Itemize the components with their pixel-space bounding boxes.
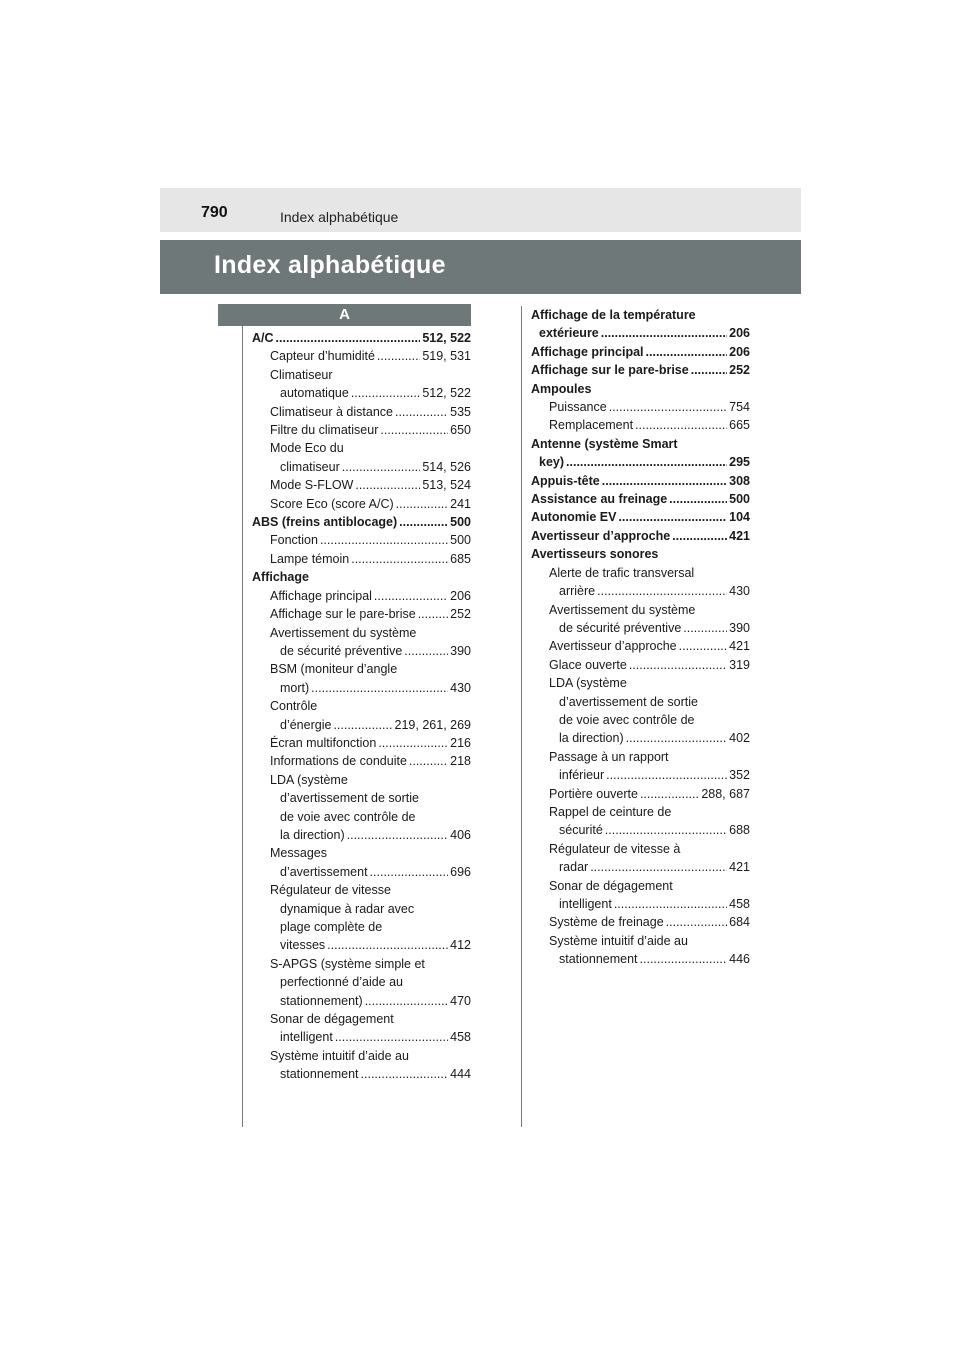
dot-leader — [640, 950, 728, 968]
index-entry-text: Messages — [270, 846, 327, 861]
index-entry — [539, 324, 750, 342]
dot-leader — [395, 403, 448, 421]
index-entry-text: LDA (système — [270, 772, 348, 787]
index-entry-page: 421 — [729, 860, 750, 875]
index-entry-text: Affichage sur le pare-brise — [270, 607, 416, 622]
index-entry-text: plage complète de — [280, 920, 383, 934]
index-entry — [270, 1047, 471, 1065]
index-entry — [531, 508, 750, 526]
dot-leader — [601, 324, 727, 342]
index-entry-text: Avertissement du système — [270, 625, 417, 640]
index-entry — [280, 642, 471, 660]
index-entry-text: Fonction — [270, 533, 318, 548]
index-entry — [280, 900, 471, 918]
index-entry-page: 319 — [729, 657, 750, 672]
index-entry — [270, 660, 471, 678]
dot-leader — [605, 821, 727, 839]
index-entry — [559, 950, 750, 968]
index-entry-text: Rappel de ceinture de — [549, 804, 672, 819]
index-entry — [270, 1010, 471, 1028]
index-entry-text: d’énergie — [280, 717, 332, 732]
index-entry — [280, 679, 471, 697]
dot-leader — [672, 527, 727, 545]
index-entry-page: 458 — [729, 897, 750, 911]
index-entry-text: Régulateur de vitesse — [270, 883, 391, 898]
dot-leader — [361, 1065, 449, 1083]
header-band — [160, 188, 801, 232]
index-entry-text: Régulateur de vitesse à — [549, 841, 681, 856]
index-entry — [559, 895, 750, 913]
dot-leader — [365, 992, 448, 1010]
index-entry-page: 500 — [450, 533, 471, 548]
index-entry — [559, 693, 750, 711]
index-entry-page: 446 — [729, 952, 750, 967]
dot-leader — [635, 416, 727, 434]
page-title: Index alphabétique — [214, 251, 446, 279]
index-entry-text: Avertisseur d’approche — [549, 639, 677, 654]
dot-leader — [409, 752, 448, 770]
index-entry-text: Affichage principal — [531, 344, 644, 359]
dot-leader — [347, 826, 449, 844]
dot-leader — [396, 495, 448, 513]
index-entry-text: Capteur d’humidité — [270, 349, 375, 364]
index-entry — [270, 955, 471, 973]
index-entry — [270, 403, 471, 421]
index-entry — [549, 913, 750, 931]
index-entry-page: 421 — [729, 528, 750, 543]
index-entry — [549, 674, 750, 692]
dot-leader — [370, 863, 449, 881]
index-entry-text: de voie avec contrôle de — [559, 712, 695, 727]
index-entry — [559, 766, 750, 784]
index-entry-page: 500 — [450, 515, 471, 530]
index-entry-text: mort) — [280, 680, 310, 695]
index-entry-text: Mode Eco du — [270, 441, 344, 456]
index-entry-text: Système intuitif d’aide au — [549, 933, 688, 948]
index-entry-page: 421 — [729, 639, 750, 654]
index-entry — [280, 789, 471, 807]
index-entry — [531, 435, 750, 453]
index-entry-page: 295 — [729, 455, 750, 470]
dot-leader — [418, 605, 448, 623]
index-entry — [549, 564, 750, 582]
index-entry-text: BSM (moniteur d’angle — [270, 662, 398, 677]
index-entry-text: Portière ouverte — [549, 786, 638, 801]
index-entry-page: 252 — [450, 607, 471, 622]
index-entry — [549, 656, 750, 674]
index-entry-text: Alerte de trafic transversal — [549, 565, 695, 580]
index-entry-text: stationnement) — [280, 993, 363, 1008]
index-entry — [270, 881, 471, 899]
dot-leader — [606, 766, 727, 784]
index-entry — [252, 568, 471, 586]
index-entry-text: de sécurité préventive — [559, 620, 682, 635]
index-entry-page: 470 — [450, 993, 471, 1008]
dot-leader — [683, 619, 727, 637]
index-entry-page: 514, 526 — [422, 459, 471, 474]
dot-leader — [566, 453, 727, 471]
index-entry-text: la direction) — [559, 731, 624, 746]
index-entry-page: 519, 531 — [422, 349, 471, 364]
index-entry-page: 402 — [729, 731, 750, 746]
index-entry-page: 241 — [450, 496, 471, 511]
index-entry — [280, 826, 471, 844]
index-entry — [531, 361, 750, 379]
index-entry — [559, 619, 750, 637]
index-entry — [270, 752, 471, 770]
dot-leader — [380, 421, 448, 439]
index-entry-page: 288, 687 — [701, 786, 750, 801]
index-entry-text: Avertisseur d’approche — [531, 528, 671, 543]
index-entry — [280, 1065, 471, 1083]
page-number: 790 — [201, 204, 228, 221]
dot-leader — [602, 472, 727, 490]
dot-leader — [646, 343, 728, 361]
index-entry — [539, 453, 750, 471]
index-entry — [252, 513, 471, 531]
dot-leader — [669, 490, 727, 508]
index-entry-text: radar — [559, 860, 589, 875]
index-entry-text: ABS (freins antiblocage) — [252, 515, 398, 530]
index-entry — [531, 306, 750, 324]
index-entry-text: key) — [539, 455, 565, 470]
index-entry-text: automatique — [280, 386, 349, 401]
index-entry — [270, 347, 471, 365]
index-entry — [280, 863, 471, 881]
index-entry-page: 218 — [450, 754, 471, 769]
index-entry-page: 444 — [450, 1067, 471, 1082]
index-entry-page: 688 — [729, 823, 750, 838]
index-entry-page: 390 — [450, 643, 471, 658]
index-entry-text: Sonar de dégagement — [270, 1012, 394, 1027]
index-entry-text: Appuis-tête — [531, 473, 600, 488]
index-entry-page: 696 — [450, 864, 471, 879]
dot-leader — [691, 361, 727, 379]
index-entry-page: 512, 522 — [422, 386, 471, 401]
index-entry — [531, 490, 750, 508]
index-entry — [252, 329, 471, 347]
index-entry-text: Affichage sur le pare-brise — [531, 363, 689, 378]
dot-leader — [640, 785, 699, 803]
index-entry — [549, 416, 750, 434]
index-entry-text: Affichage de la température — [531, 308, 696, 322]
index-entry — [531, 343, 750, 361]
index-entry — [270, 531, 471, 549]
index-entry — [549, 840, 750, 858]
index-entry — [270, 439, 471, 457]
dot-leader — [597, 582, 727, 600]
index-entry-text: arrière — [559, 584, 596, 599]
index-entry-text: Informations de conduite — [270, 754, 407, 769]
index-entry-text: LDA (système — [549, 676, 627, 691]
index-entry-text: de sécurité préventive — [280, 643, 403, 658]
index-column-1 — [252, 329, 471, 1084]
index-entry — [270, 495, 471, 513]
index-entry-text: vitesses — [280, 938, 326, 953]
index-entry-text: S-APGS (système simple et — [270, 956, 425, 971]
index-entry — [549, 748, 750, 766]
index-entry-text: Affichage — [252, 570, 309, 585]
header-section-title: Index alphabétique — [280, 209, 399, 225]
letter-heading: A — [218, 304, 471, 326]
index-entry-page: 390 — [729, 620, 750, 635]
index-entry-page: 308 — [729, 473, 750, 488]
index-entry — [280, 936, 471, 954]
index-entry-text: Ampoules — [531, 381, 592, 396]
dot-leader — [327, 936, 448, 954]
index-entry-text: Écran multifonction — [270, 735, 377, 750]
index-entry-page: 412 — [450, 938, 471, 953]
index-entry-text: Contrôle — [270, 699, 318, 714]
index-entry-page: 650 — [450, 423, 471, 438]
index-entry-page: 216 — [450, 735, 471, 750]
index-entry-text: d’avertissement de sortie — [559, 694, 698, 709]
index-entry-page: 458 — [450, 1030, 471, 1045]
index-entry — [270, 476, 471, 494]
index-entry-page: 206 — [729, 344, 750, 359]
index-entry-text: intelligent — [280, 1030, 333, 1045]
column-rule-left — [242, 306, 243, 1127]
index-entry-page: 352 — [729, 768, 750, 783]
column-rule-right — [521, 306, 522, 1127]
index-entry — [549, 398, 750, 416]
index-entry — [280, 384, 471, 402]
index-entry-text: Passage à un rapport — [549, 749, 669, 764]
index-entry-text: de voie avec contrôle de — [280, 809, 416, 824]
dot-leader — [618, 508, 727, 526]
index-entry-text: climatiseur — [280, 459, 340, 474]
dot-leader — [355, 476, 420, 494]
index-entry — [270, 587, 471, 605]
index-entry — [549, 932, 750, 950]
index-entry-text: intelligent — [559, 897, 612, 911]
dot-leader — [626, 729, 728, 747]
index-column-2 — [531, 306, 750, 969]
index-entry-page: 535 — [450, 404, 471, 419]
dot-leader — [666, 913, 727, 931]
index-entry-text: inférieur — [559, 768, 605, 783]
dot-leader — [614, 895, 727, 913]
index-entry-page: 754 — [729, 400, 750, 415]
index-entry-page: 406 — [450, 827, 471, 842]
index-entry-page: 684 — [729, 915, 750, 930]
dot-leader — [335, 1028, 448, 1046]
index-entry-text: Autonomie EV — [531, 510, 617, 525]
dot-leader — [351, 384, 421, 402]
index-entry — [549, 601, 750, 619]
index-entry-text: stationnement — [280, 1067, 359, 1082]
index-entry-page: 500 — [729, 492, 750, 507]
index-entry-text: la direction) — [280, 827, 345, 842]
index-entry-text: Avertisseurs sonores — [531, 547, 659, 562]
dot-leader — [333, 716, 392, 734]
index-entry-page: 252 — [729, 363, 750, 378]
index-entry — [270, 844, 471, 862]
dot-leader — [679, 637, 728, 655]
dot-leader — [351, 550, 448, 568]
index-entry — [280, 918, 471, 936]
dot-leader — [590, 858, 727, 876]
index-entry-text: Mode S-FLOW — [270, 478, 354, 493]
index-entry — [270, 771, 471, 789]
index-entry-text: Lampe témoin — [270, 551, 350, 566]
index-entry-text: extérieure — [539, 326, 599, 341]
index-entry-text: Filtre du climatiseur — [270, 423, 379, 438]
index-entry — [280, 716, 471, 734]
index-entry — [549, 785, 750, 803]
index-entry-text: Glace ouverte — [549, 657, 627, 672]
index-entry — [270, 550, 471, 568]
index-entry-text: Antenne (système Smart — [531, 436, 678, 451]
index-entry — [559, 729, 750, 747]
index-entry-text: Remplacement — [549, 418, 634, 433]
dot-leader — [311, 679, 448, 697]
index-entry-text: Système intuitif d’aide au — [270, 1048, 409, 1063]
index-entry — [549, 637, 750, 655]
index-entry-page: 206 — [450, 588, 471, 603]
dot-leader — [342, 458, 421, 476]
index-entry-text: Système de freinage — [549, 915, 664, 930]
index-entry-page: 219, 261, 269 — [394, 717, 471, 732]
dot-leader — [404, 642, 448, 660]
index-entry-page: 206 — [729, 326, 750, 341]
index-entry-text: Avertissement du système — [549, 602, 696, 617]
dot-leader — [609, 398, 727, 416]
index-entry-page: 665 — [729, 418, 750, 433]
index-entry-text: stationnement — [559, 952, 638, 967]
index-entry-text: dynamique à radar avec — [280, 901, 415, 916]
index-entry-page: 104 — [729, 510, 750, 525]
index-entry — [280, 1028, 471, 1046]
index-entry — [270, 366, 471, 384]
index-entry — [531, 472, 750, 490]
index-entry-text: Sonar de dégagement — [549, 878, 673, 893]
index-entry — [531, 545, 750, 563]
index-entry — [559, 821, 750, 839]
dot-leader — [374, 587, 448, 605]
index-entry-text: d’avertissement — [280, 864, 368, 879]
index-entry — [280, 458, 471, 476]
index-entry — [559, 711, 750, 729]
index-entry — [270, 697, 471, 715]
index-entry — [270, 421, 471, 439]
index-entry-page: 430 — [450, 680, 471, 695]
index-entry — [280, 992, 471, 1010]
index-entry — [270, 734, 471, 752]
dot-leader — [399, 513, 448, 531]
index-entry — [559, 582, 750, 600]
index-entry — [531, 527, 750, 545]
index-entry-text: sécurité — [559, 823, 603, 838]
index-entry-text: Climatiseur — [270, 367, 333, 382]
dot-leader — [320, 531, 448, 549]
index-entry — [559, 858, 750, 876]
index-entry — [549, 877, 750, 895]
index-entry — [270, 605, 471, 623]
index-entry-page: 513, 524 — [422, 478, 471, 493]
index-entry-text: perfectionné d’aide au — [280, 975, 404, 990]
title-band — [160, 240, 801, 294]
index-entry — [549, 803, 750, 821]
index-entry-page: 430 — [729, 584, 750, 599]
index-entry-text: Score Eco (score A/C) — [270, 496, 394, 511]
dot-leader — [377, 347, 420, 365]
dot-leader — [276, 329, 421, 347]
index-entry — [270, 624, 471, 642]
index-entry-text: d’avertissement de sortie — [280, 791, 419, 806]
dot-leader — [629, 656, 727, 674]
index-entry-text: Climatiseur à distance — [270, 404, 393, 419]
index-entry-page: 685 — [450, 551, 471, 566]
index-entry — [531, 380, 750, 398]
index-entry-page: 512, 522 — [422, 331, 471, 345]
index-entry — [280, 808, 471, 826]
index-entry-text: Affichage principal — [270, 588, 372, 603]
index-entry — [280, 973, 471, 991]
index-entry-text: Assistance au freinage — [531, 492, 668, 507]
index-entry-text: A/C — [252, 331, 274, 345]
dot-leader — [378, 734, 448, 752]
index-entry-text: Puissance — [549, 400, 607, 415]
